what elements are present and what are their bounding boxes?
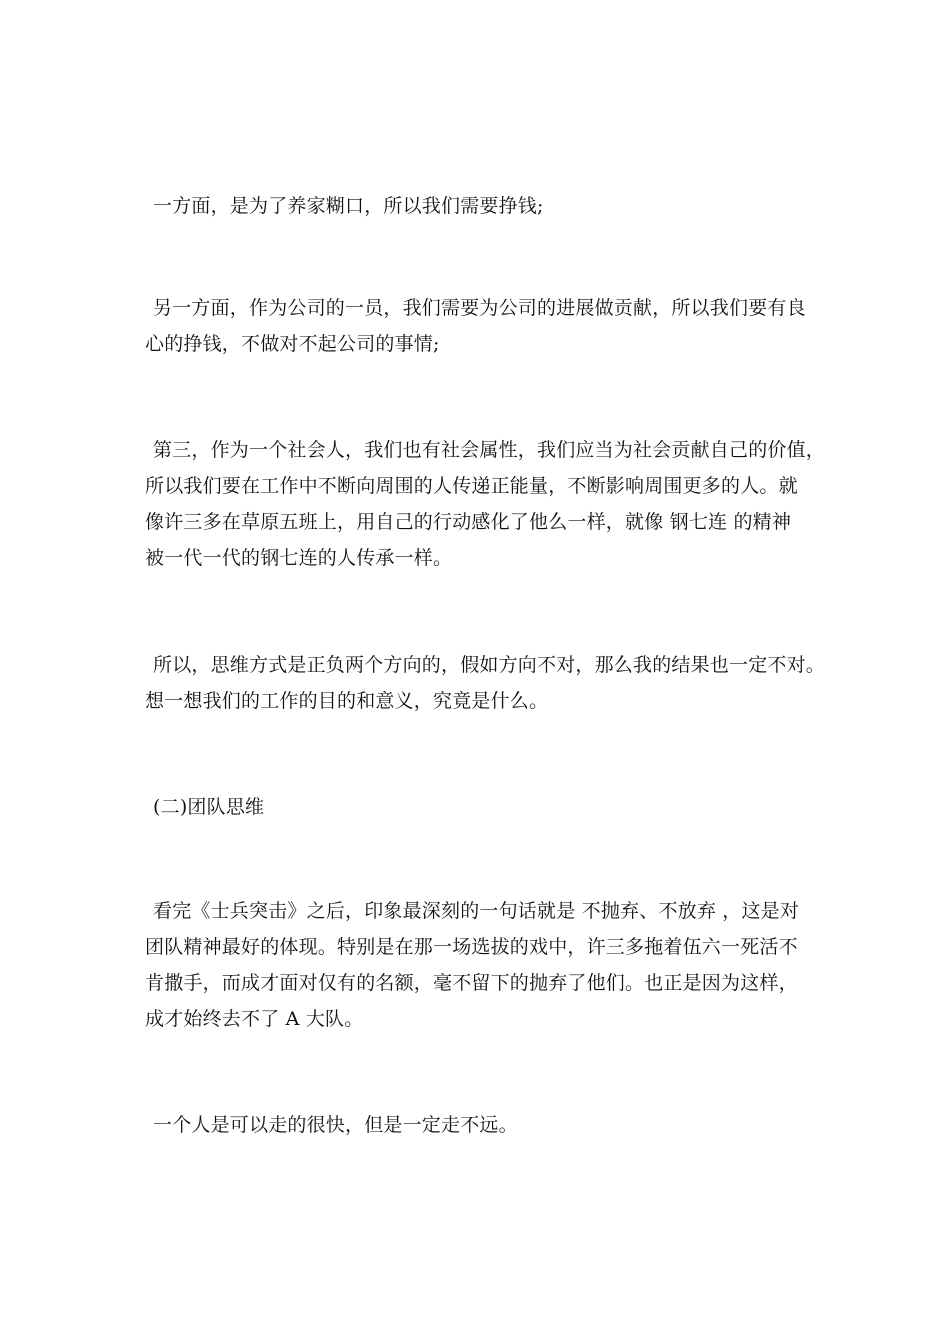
text-line: 看完《士兵突击》之后，印象最深刻的一句话就是 不抛弃、不放弃 ，这是对 <box>153 900 800 922</box>
text-line: 第三，作为一个社会人，我们也有社会属性，我们应当为社会贡献自己的价值， <box>153 439 826 461</box>
text-line: 肯撒手，而成才面对仅有的名额，毫不留下的抛弃了他们。也正是因为这样， <box>145 972 798 994</box>
text-line: 一方面，是为了养家糊口，所以我们需要挣钱; <box>153 195 544 217</box>
paragraph-walk-far <box>145 1107 820 1143</box>
text-line: 一个人是可以走的很快，但是一定走不远。 <box>153 1114 518 1136</box>
heading-text: (二)团队思维 <box>153 796 265 818</box>
text-line: 团队精神最好的体现。特别是在那一场选拔的戏中，许三多拖着伍六一死活不 <box>145 936 798 958</box>
text-line: 想一想我们的工作的目的和意义，究竟是什么。 <box>145 690 549 712</box>
text-line: 所以我们要在工作中不断向周围的人传递正能量，不断影响周围更多的人。就 <box>145 475 798 497</box>
paragraph-earn-living <box>145 188 820 224</box>
paragraph-social-value <box>145 432 826 576</box>
text-line: 被一代一代的钢七连的人传承一样。 <box>145 547 453 569</box>
text-line: 另一方面，作为公司的一员，我们需要为公司的进展做贡献，所以我们要有良 <box>153 297 806 319</box>
text-line: 心的挣钱，不做对不起公司的事情; <box>145 333 440 355</box>
paragraph-soldiers-sortie <box>145 893 820 1037</box>
paragraph-thinking-direction <box>145 647 826 719</box>
text-line: 成才始终去不了 A 大队。 <box>145 1008 364 1030</box>
paragraph-company-contribution <box>145 290 820 362</box>
section-heading-team-thinking <box>145 789 820 825</box>
text-line: 所以，思维方式是正负两个方向的，假如方向不对，那么我的结果也一定不对。 <box>153 654 826 676</box>
text-line: 像许三多在草原五班上，用自己的行动感化了他么一样，就像 钢七连 的精神 <box>145 511 792 533</box>
